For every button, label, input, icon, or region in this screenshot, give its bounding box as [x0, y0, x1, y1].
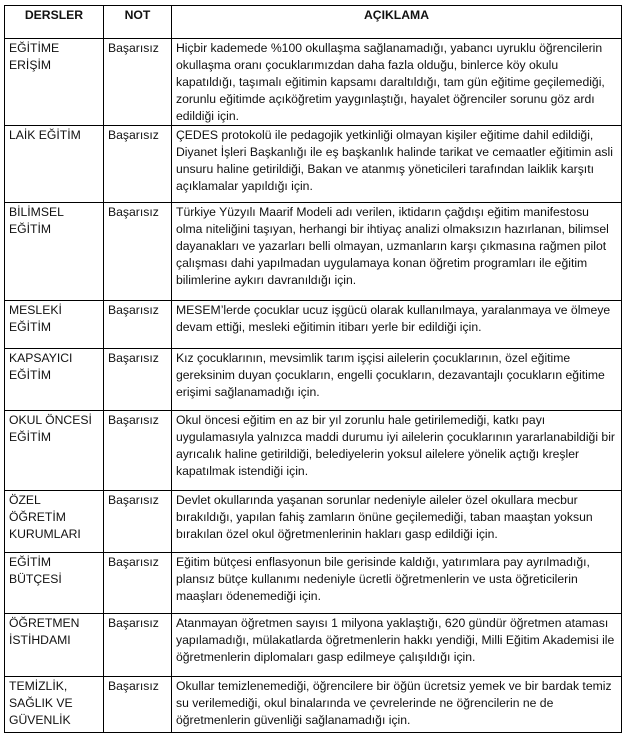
grade-cell: Başarısız [104, 126, 172, 203]
grade-cell: Başarısız [104, 39, 172, 126]
table-row [5, 349, 622, 411]
grade-cell: Başarısız [104, 411, 172, 491]
grade-cell: Başarısız [104, 614, 172, 677]
table-row [5, 411, 622, 491]
table-row [5, 553, 622, 614]
report-card-table [4, 5, 622, 733]
explanation-cell: MESEM’lerde çocuklar ucuz işgücü olarak kullanılmaya, yaralanmaya ve ölmeye devam ettiği, mesleki eğitimin itibarı yerle bir edildiği için. [172, 301, 622, 349]
subject-cell: BİLİMSEL EĞİTİM [5, 203, 104, 301]
explanation-cell: Devlet okullarında yaşanan sorunlar nedeniyle aileler özel okullara mecbur bırakıldığı, yapılan fahiş zamların önüne geçilemediği, taban maaştan yoksun bırakılan özel okul öğretmenlerinin hakları gasp edildiği için. [172, 491, 622, 553]
explanation-cell: ÇEDES protokolü ile pedagojik yetkinliği olmayan kişiler eğitime dahil edildiği, Diyanet İşleri Başkanlığı ile eş başkanlık halinde tarikat ve cemaatler eğitimin asli unsuru haline getirildiği, Bakan ve atanmış yöneticileri tarafından laiklik karşıtı açıklamalar yapıldığı için. [172, 126, 622, 203]
header-not: NOT [104, 6, 172, 39]
explanation-cell: Kız çocuklarının, mevsimlik tarım işçisi ailelerin çocuklarının, özel eğitime gereksinim duyan çocukların, engelli çocukların, dezavantajlı çocukların eğitime erişimi sağlanamadığı için. [172, 349, 622, 411]
explanation-cell: Okul öncesi eğitim en az bir yıl zorunlu hale getirilemediği, katkı payı uygulamasıyla yalnızca maddi durumu iyi ailelerin çocuklarının yararlanabildiği bir ayrıcalık haline getirildiği, belediyelerin yoksul ailelere yönelik açtığı kreşler kapatılmak istendiği için. [172, 411, 622, 491]
subject-cell: ÖZEL ÖĞRETİM KURUMLARI [5, 491, 104, 553]
subject-cell: LAİK EĞİTİM [5, 126, 104, 203]
table-row [5, 203, 622, 301]
table-row [5, 301, 622, 349]
grade-cell: Başarısız [104, 203, 172, 301]
table-row [5, 126, 622, 203]
explanation-cell: Türkiye Yüzyılı Maarif Modeli adı verilen, iktidarın çağdışı eğitim manifestosu olma niteliğini taşıyan, herhangi bir ihtiyaç analizi olmaksızın hazırlanan, bilimsel dayanakları ve yazarları belli olmayan, uzmanların karşı çıkmasına rağmen pilot çalışması dahi yapılmadan uygulamaya konan öğretim programları ile eğitim bilimlerine aykırı davranıldığı için. [172, 203, 622, 301]
grade-cell: Başarısız [104, 349, 172, 411]
header-dersler: DERSLER [5, 6, 104, 39]
explanation-cell: Okullar temizlenemediği, öğrencilere bir öğün ücretsiz yemek ve bir bardak temiz su verilemediği, okul binalarında ve çevrelerinde ne öğrencilerin ne de öğretmenlerin güvenliği sağlanamadığı için. [172, 677, 622, 733]
subject-cell: EĞİTİM BÜTÇESİ [5, 553, 104, 614]
table-row [5, 677, 622, 733]
explanation-cell: Hiçbir kademede %100 okullaşma sağlanamadığı, yabancı uyruklu öğrencilerin okullaşma oranı çocuklarımızdan daha fazla olduğu, binlerce köy okulu kapatıldığı, taşımalı eğitimin kapsamı daraltıldığı, tam gün eğitime geçilemediği, zorunlu eğitimde açıköğretim yaygınlaştığı, hayalet öğrenciler sorunu göz ardı edildiği için. [172, 39, 622, 126]
grade-cell: Başarısız [104, 301, 172, 349]
explanation-cell: Atanmayan öğretmen sayısı 1 milyona yaklaştığı, 620 gündür öğretmen ataması yapılamadığı, mülakatlarda öğretmenlerin hakkı yendiği, Milli Eğitim Akademisi ile öğretmenlerin diplomaları gasp edilmeye çalışıldığı için. [172, 614, 622, 677]
explanation-cell: Eğitim bütçesi enflasyonun bile gerisinde kaldığı, yatırımlara pay ayrılmadığı, plansız bütçe kullanımı nedeniyle ücretli öğretmenlerin ve usta öğreticilerin maaşları ödenemediği için. [172, 553, 622, 614]
grade-cell: Başarısız [104, 553, 172, 614]
table-row [5, 39, 622, 126]
subject-cell: OKUL ÖNCESİ EĞİTİM [5, 411, 104, 491]
table-row [5, 491, 622, 553]
header-aciklama: AÇIKLAMA [172, 6, 622, 39]
table-row [5, 614, 622, 677]
subject-cell: MESLEKİ EĞİTİM [5, 301, 104, 349]
subject-cell: KAPSAYICI EĞİTİM [5, 349, 104, 411]
subject-cell: ÖĞRETMEN İSTİHDAMI [5, 614, 104, 677]
grade-cell: Başarısız [104, 677, 172, 733]
table-header-row [5, 6, 622, 39]
grade-cell: Başarısız [104, 491, 172, 553]
subject-cell: TEMİZLİK, SAĞLIK VE GÜVENLİK [5, 677, 104, 733]
subject-cell: EĞİTİME ERİŞİM [5, 39, 104, 126]
